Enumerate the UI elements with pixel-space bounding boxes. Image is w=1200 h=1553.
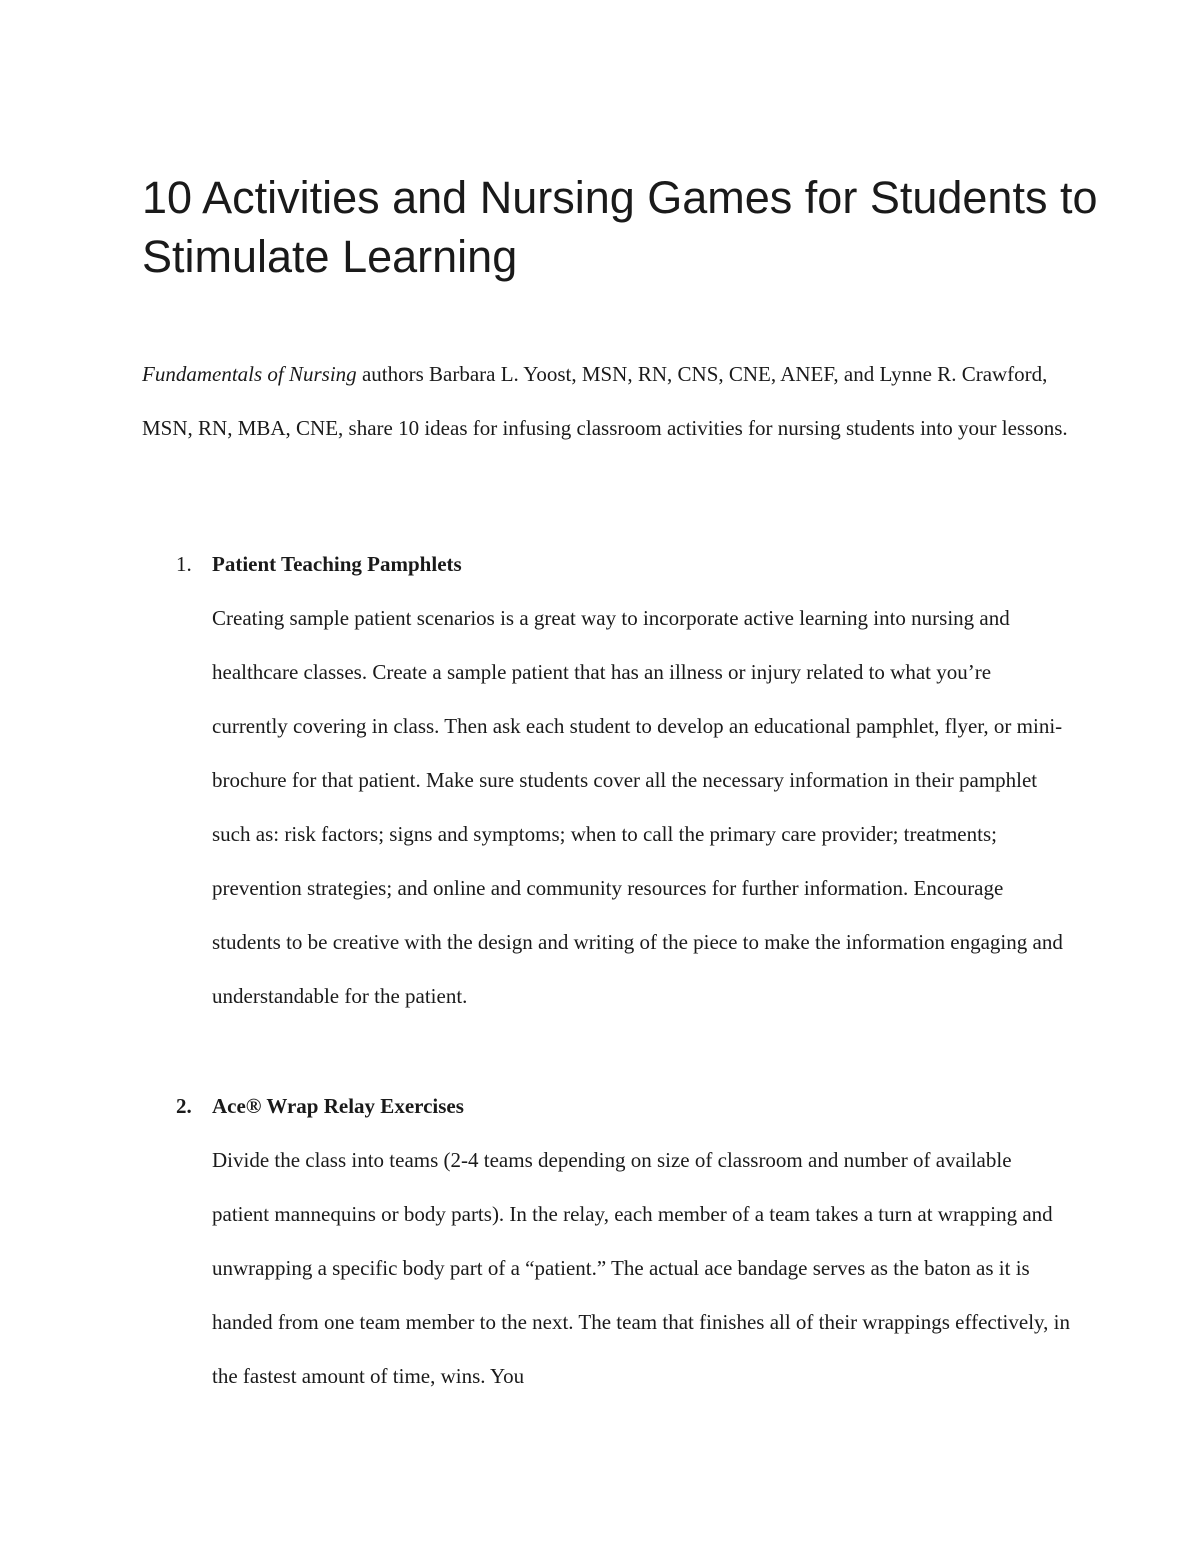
document-title: 10 Activities and Nursing Games for Students to Stimulate Learning	[142, 172, 1098, 282]
intro-paragraph	[142, 347, 1072, 455]
list-item-body: Creating sample patient scenarios is a great way to incorporate active learning into nursing and healthcare classes. Create a sample patient that has an illness or injury related to what you’re currently covering in class. Then ask each student to develop an educational pamphlet, flyer, or mini-brochure for that patient. Make sure students cover all the necessary information in their pamphlet such as: risk factors; signs and symptoms; when to call the primary care provider; treatments; prevention strategies; and online and community resources for further information. Encourage students to be creative with the design and writing of the piece to make the information engaging and understandable for the patient.	[212, 606, 1063, 1008]
intro-text: authors Barbara L. Yoost, MSN, RN, CNS, CNE, ANEF, and Lynne R. Crawford, MSN, RN, MBA, CNE, share 10 ideas for infusing classroom activities for nursing students into your lessons.	[142, 362, 1068, 440]
book-title: Fundamentals of Nursing	[142, 362, 357, 386]
list-item-number: 2.	[176, 1094, 192, 1118]
list-item-heading: Patient Teaching Pamphlets	[212, 552, 462, 576]
list-item-number: 1.	[176, 552, 192, 576]
list-item-heading: Ace® Wrap Relay Exercises	[212, 1094, 464, 1118]
list-item-body: Divide the class into teams (2-4 teams depending on size of classroom and number of available patient mannequins or body parts). In the relay, each member of a team takes a turn at wrapping and unwrapping a specific body part of a “patient.” The actual ace bandage serves as the baton as it is handed from one team member to the next. The team that finishes all of their wrappings effectively, in the fastest amount of time, wins. You	[212, 1148, 1071, 1388]
